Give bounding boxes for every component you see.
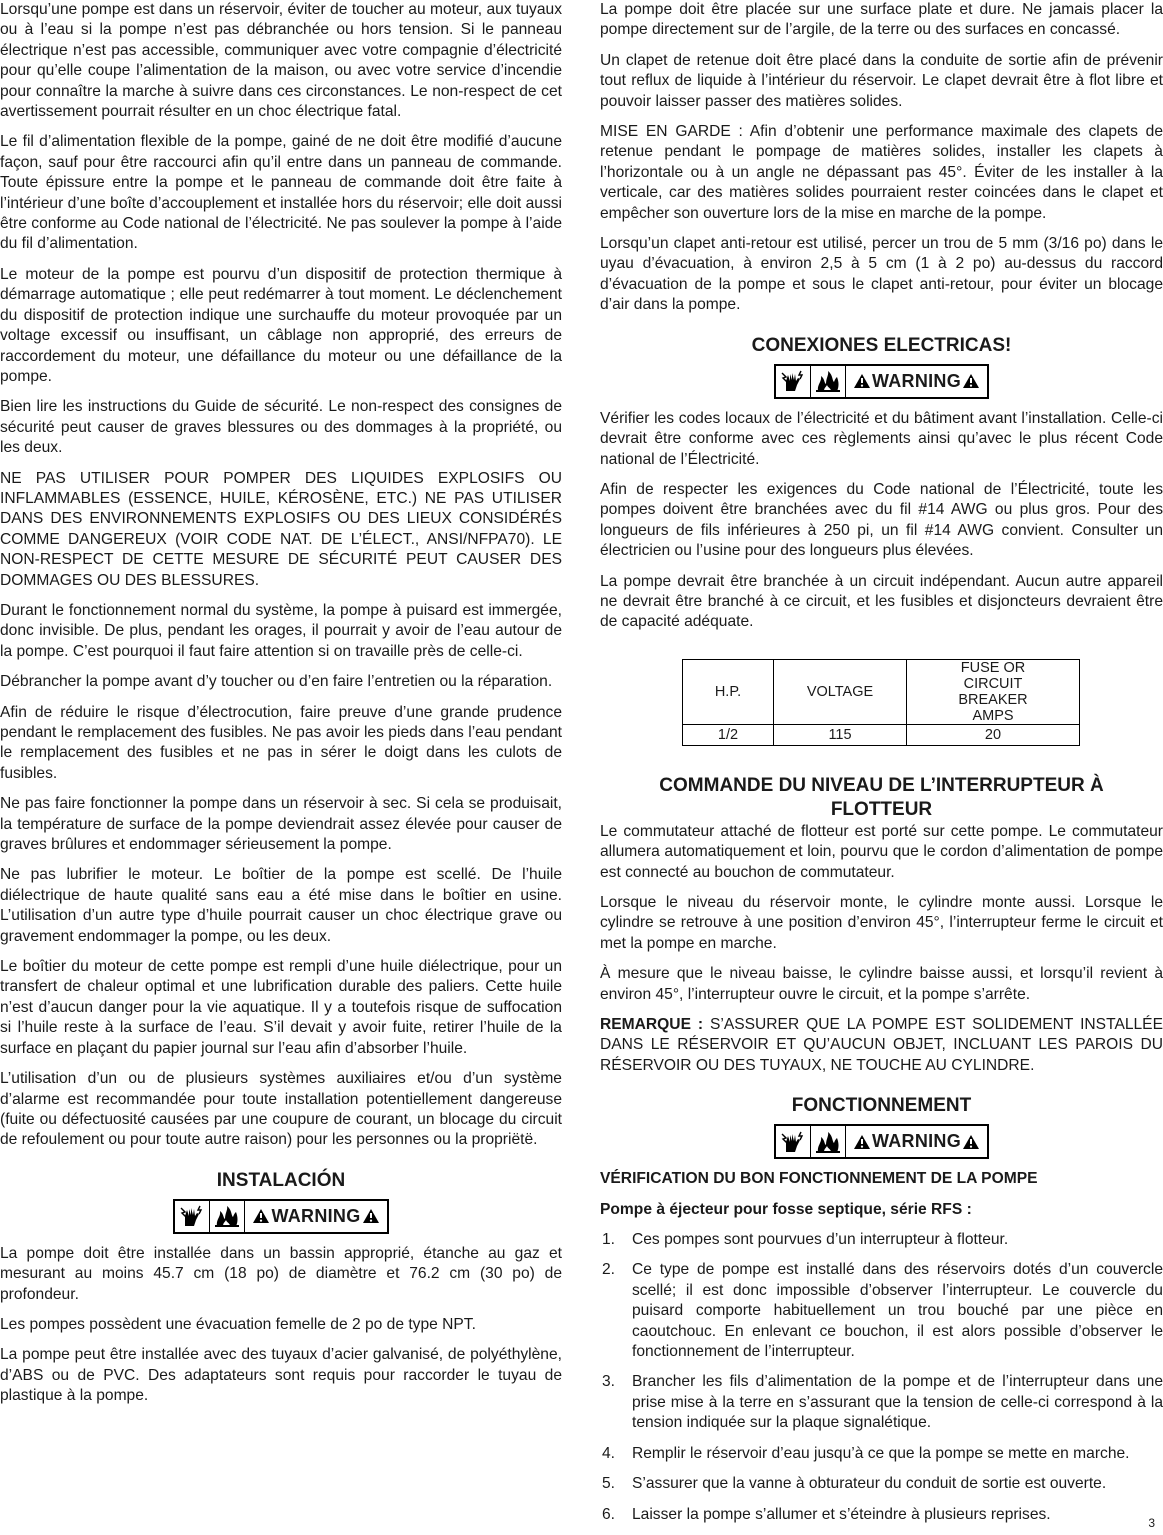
steps-list [600, 1230, 1163, 1525]
list-item [600, 1230, 1163, 1250]
table-header-cell: H.P. [683, 659, 774, 724]
operation-subsubheading: Pompe à éjecteur pour fosse septique, série RFS : [600, 1200, 972, 1218]
step-number: 2. [602, 1261, 616, 1279]
alert-triangle-icon [962, 1134, 980, 1150]
table-cell: 115 [774, 724, 907, 745]
left-column [0, 0, 562, 1417]
alert-triangle-icon [853, 1134, 871, 1150]
electric-shock-hand-icon [175, 1201, 210, 1232]
paragraph: La pompe doit être installée dans un bassin approprié, étanche au gaz et mesurant au moins 45.7 cm (18 po) de diamètre et 76.2 cm (30 po) de profondeur. [0, 1244, 562, 1303]
list-item [600, 1260, 1163, 1362]
list-item [600, 1444, 1163, 1464]
step-number: 1. [602, 1231, 616, 1249]
float-heading: COMMANDE DU NIVEAU DE L’INTERRUPTEUR À FLOTTEUR [659, 774, 1104, 820]
warning-label: WARNING [871, 370, 962, 391]
warning-banner [600, 364, 1163, 399]
table-header-cell: VOLTAGE [774, 659, 907, 724]
step-text: Laisser la pompe s’allumer et s’éteindre à plusieurs reprises. [632, 1505, 1051, 1523]
step-number: 4. [602, 1444, 616, 1462]
paragraph: Bien lire les instructions du Guide de sécurité. Le non-respect des consignes de sécurité peut causer de graves blessures ou des dommages à la propriété, ou les deux. [0, 398, 562, 457]
page-number: 3 [1148, 1516, 1155, 1530]
paragraph: Un clapet de retenue doit être placé dans la conduite de sortie afin de prévenir tout reflux de liquide à l’intérieur du réservoir. Le clapet devrait être à flot libre et pouvoir laisser passer des matières solides. [600, 51, 1163, 110]
list-item [600, 1372, 1163, 1433]
fire-explosion-icon [210, 1201, 245, 1232]
paragraph: Débrancher la pompe avant d’y toucher ou d’en faire l’entretien ou la réparation. [0, 673, 553, 691]
paragraph: Ne pas lubrifier le moteur. Le boîtier de la pompe est scellé. De l’huile diélectrique de haute qualité sans eau a été mise dans le boîtier en usine. L’utilisation d’un autre type d’huile pourrait causer un choc électrique grave ou gravement endommager la pompe, ou les deux. [0, 866, 562, 945]
fuse-table [682, 659, 1080, 746]
table-cell: 20 [907, 724, 1080, 745]
warning-banner [0, 1199, 562, 1234]
paragraph: La pompe devrait être branchée à un circuit indépendant. Aucun autre appareil ne devrait être branché à ce circuit, et les fusibles et disjoncteurs devraient être de capacité adéquate. [600, 572, 1163, 631]
right-column [600, 0, 1163, 1535]
installation-heading: INSTALACIÓN [216, 1169, 346, 1191]
paragraph: Vérifier les codes locaux de l’électricité et du bâtiment avant l’installation. Celle-ci devrait être conforme avec ces règlements ainsi qu’avec le plus récent Code national de l’Électricité. [600, 409, 1163, 468]
electric-shock-hand-icon [776, 366, 811, 397]
paragraph: Lorsqu’un clapet anti-retour est utilisé, percer un trou de 5 mm (3/16 po) dans le uyau d’évacuation, à environ 2,5 à 5 cm (1 à 2 po) au-dessus du raccord d’évacuation de la pompe et sous le clapet anti-retour, pour éviter un blocage d’air dans la pompe. [600, 235, 1163, 314]
alert-triangle-icon [252, 1208, 270, 1224]
warning-label: WARNING [271, 1205, 361, 1226]
paragraph: Lorsqu’une pompe est dans un réservoir, éviter de toucher au moteur, aux tuyaux ou à l’eau si la pompe n’est pas débranchée ou hors tension. Si le panneau électrique n’est pas accessible, communiquer avec votre compagnie d’électricité pour qu’elle coupe l’alimentation de la maison, ou avec votre service d’incendie pour connaître la marche à suivre dans ces circonstances. Le non-respect de cet avertissement pourrait résulter en un choc électrique fatal. [0, 1, 562, 121]
remark-text: S’ASSURER QUE LA POMPE EST SOLIDEMENT INSTALLÉE DANS LE RÉSERVOIR ET QU’AUCUN OBJET, INCLUANT LES PAROIS DU RÉSERVOIR OU DES TUYAUX, NE TOUCHE AU CYLINDRE. [600, 1016, 1163, 1074]
paragraph: Afin de respecter les exigences du Code national de l’Électricité, toute les pompes doivent être branchées avec du fil #14 AWG ou plus gros. Pour des longueurs de fils inférieures à 250 pi, un fil #14 AWG convient. Consulter un électricien ou l’usine pour des longueurs plus élevées. [600, 480, 1163, 560]
paragraph: L’utilisation d’un ou de plusieurs systèmes auxiliaires et/ou d’un système d’alarme est recommandée pour toute installation potentiellement dangereuse (fuite ou défectuosité causées par une coupure de courant, un blocage du circuit de refoulement ou pour toute autre raison) pour les personnes ou la propriëtë. [0, 1070, 562, 1149]
alert-triangle-icon [853, 373, 871, 389]
alert-triangle-icon [962, 373, 980, 389]
step-text: Ces pompes sont pourvues d’un interrupteur à flotteur. [632, 1231, 1009, 1249]
list-item [600, 1474, 1163, 1494]
step-text: Remplir le réservoir d’eau jusqu’à ce que la pompe se mette en marche. [632, 1444, 1130, 1462]
table-row [683, 724, 1080, 745]
fire-explosion-icon [811, 366, 846, 397]
paragraph: Le boîtier du moteur de cette pompe est rempli d’une huile diélectrique, pour un transfert de chaleur optimal et une lubrification durable des paliers. Cette huile n’est d’aucun danger pour la vie aquatique. Il y a toutefois risque de suffocation si l’huile reste à la surface de l’eau. S’il devait y avoir fuite, retirer l’huile de la surface en plaçant du papier journal sur l’eau afin d’absorber l’huile. [0, 958, 562, 1057]
paragraph: NE PAS UTILISER POUR POMPER DES LIQUIDES EXPLOSIFS OU INFLAMMABLES (ESSENCE, HUILE, KÉROSÈNE, ETC.) NE PAS UTILISER DANS DES ENVIRONNEMENTS EXPLOSIFS OU DES LIEUX CONSIDÉRÉS COMME DANGEREUX (VOIR CODE NAT. DE L’ÉLECT., ANSI/NFPA70). LE NON-RESPECT DE CETTE MESURE DE SÉCURITÉ PEUT CAUSER DES DOMMAGES OU DES BLESSURES. [0, 469, 562, 589]
paragraph: La pompe peut être installée avec des tuyaux d’acier galvanisé, de polyéthylène, d’ABS ou de PVC. Des adaptateurs sont requis pour raccorder le tuyau de plastique à la pompe. [0, 1346, 562, 1405]
paragraph: Les pompes possèdent une évacuation femelle de 2 po de type NPT. [0, 1315, 476, 1333]
table-header-row [683, 659, 1080, 724]
electric-shock-hand-icon [776, 1126, 811, 1157]
step-text: Brancher les fils d’alimentation de la pompe et de l’interrupteur dans une prise mise à la terre en s’assurant que la tension de celle-ci correspond à la tension indiquée sur la plaque signalétique. [632, 1373, 1163, 1432]
paragraph: Le moteur de la pompe est pourvu d’un dispositif de protection thermique à démarrage automatique ; elle peut redémarrer à tout moment. Le déclenchement du dispositif de protection indique une surchauffe du moteur provoquée par un voltage excessif ou insuffisant, un câblage non approprié, des erreurs de raccordement du moteur, une défaillance du moteur ou une défaillance de la pompe. [0, 265, 562, 385]
paragraph: À mesure que le niveau baisse, le cylindre baisse aussi, et lorsqu’il revient à environ 45°, l’interrupteur ouvre le circuit, et la pompe s’arrête. [600, 965, 1163, 1003]
alert-triangle-icon [362, 1208, 380, 1224]
warning-banner [600, 1124, 1163, 1159]
electrical-heading: CONEXIONES ELECTRICAS! [751, 334, 1012, 356]
paragraph: Le commutateur attaché de flotteur est porté sur cette pompe. Le commutateur allumera automatiquement et loin, pourvu que le cordon d’alimentation de pompe est connecté au bouchon de commutateur. [600, 822, 1163, 881]
table-header-cell: FUSE OR CIRCUIT BREAKER AMPS [907, 659, 1080, 724]
paragraph: Ne pas faire fonctionner la pompe dans un réservoir à sec. Si cela se produisait, la température de surface de la pompe deviendrait assez élevée pour causer de graves brûlures et endommager sérieusement la pompe. [0, 795, 562, 854]
step-text: S’assurer que la vanne à obturateur du conduit de sortie est ouverte. [632, 1475, 1107, 1493]
warning-label: WARNING [871, 1131, 962, 1152]
list-item [600, 1505, 1163, 1525]
paragraph: La pompe doit être placée sur une surface plate et dure. Ne jamais placer la pompe directement sur de l’argile, de la terre ou des surfaces en concassé. [600, 1, 1163, 39]
paragraph: Afin de réduire le risque d’électrocution, faire preuve d’une grande prudence pendant le remplacement des fusibles. Ne pas avoir les pieds dans l’eau pendant le remplacement des fusibles et ne pas in sérer le doigt dans les culots de fusibles. [0, 703, 562, 782]
remark-paragraph [600, 1015, 1163, 1076]
fire-explosion-icon [811, 1126, 846, 1157]
step-number: 3. [602, 1373, 616, 1391]
step-text: Ce type de pompe est installé dans des réservoirs dotés d’un couvercle scellé; il est donc impossible d’observer l’interrupteur. Le couvercle du puisard comporte habituellement un trou bouché par une pièce en caoutchouc. En enlevant ce bouchon, il est alors possible d’observer le fonctionnement de l’interrupteur. [632, 1261, 1163, 1361]
step-number: 5. [602, 1475, 616, 1493]
remark-label: REMARQUE : [600, 1016, 704, 1033]
step-number: 6. [602, 1505, 616, 1523]
paragraph: Durant le fonctionnement normal du système, la pompe à puisard est immergée, donc invisible. De plus, pendant les orages, il pourrait y avoir de l’eau autour de la pompe. C’est pourquoi il faut faire attention si on travaille près de celle-ci. [0, 601, 562, 660]
paragraph: Lorsque le niveau du réservoir monte, le cylindre monte aussi. Lorsque le cylindre se retrouve à une position d’environ 45°, l’interrupteur ferme le circuit et met la pompe en marche. [600, 893, 1163, 952]
paragraph: Le fil d’alimentation flexible de la pompe, gainé de ne doit être modifié d’aucune façon, sauf pour être raccourci afin qu’il entre dans un panneau de commande. Toute épissure entre la pompe et le panneau de commande doit être faite à l’intérieur d’une boîte d’accouplement et installée hors du réservoir; elle doit aussi être conforme au Code national de l’électricité. Ne pas soulever la pompe à l’aide du fil d’alimentation. [0, 133, 562, 253]
operation-subheading: VÉRIFICATION DU BON FONCTIONNEMENT DE LA POMPE [600, 1170, 1038, 1188]
table-cell: 1/2 [683, 724, 774, 745]
operation-heading: FONCTIONNEMENT [791, 1095, 972, 1117]
paragraph: MISE EN GARDE : Afin d’obtenir une performance maximale des clapets de retenue pendant le pompage de matières solides, installer les clapets à l’horizontale ou à un angle ne dépassant pas 45°. Éviter de les installer à la verticale, car des matières solides pourraient rester coincées dans le clapet et empêcher son ouverture lors de la mise en marche de la pompe. [600, 123, 1163, 222]
